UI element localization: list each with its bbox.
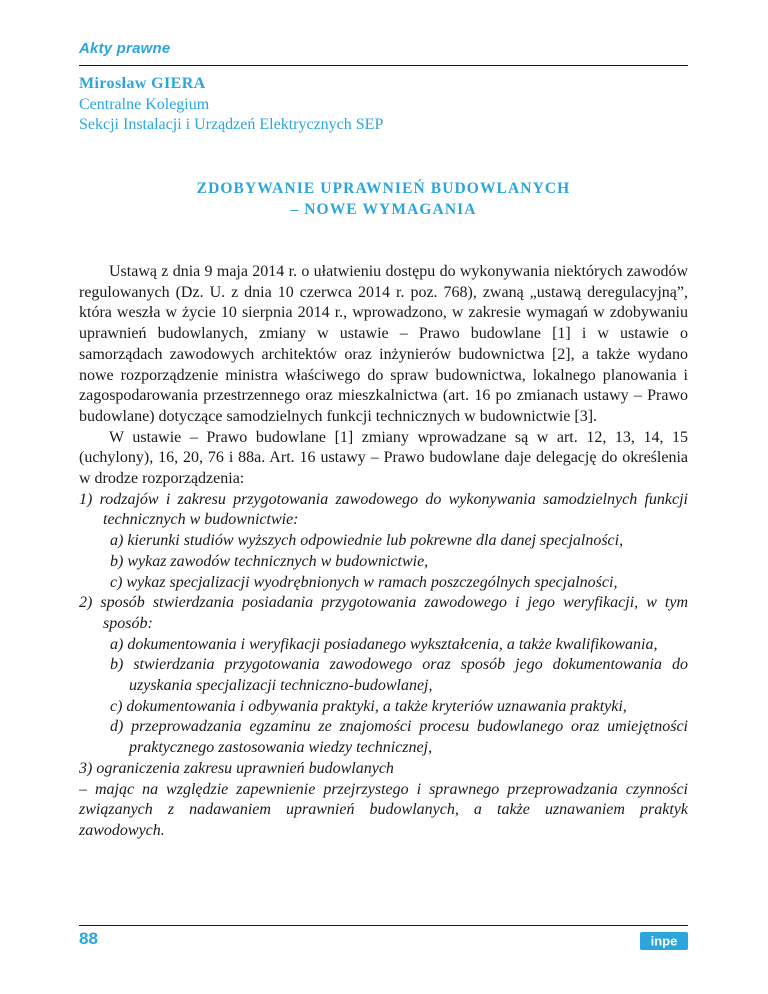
article-title-line1: ZDOBYWANIE UPRAWNIEŃ BUDOWLANYCH: [196, 180, 571, 197]
logo-text: inpe: [650, 933, 678, 949]
list-subitem: c) wykaz specjalizacji wyodrębnionych w ramach poszczególnych specjalności,: [110, 573, 618, 591]
requirements-list: [79, 490, 688, 842]
article-title: [79, 178, 688, 220]
list-item: 2) sposób stwierdzania posiadania przygotowania zawodowego i jego weryfikacji, w tym sposób:: [79, 594, 688, 632]
section-label: Akty prawne: [79, 40, 171, 57]
list-item: 1) rodzajów i zakresu przygotowania zawodowego do wykonywania samodzielnych funkcji technicznych w budownictwie:: [79, 490, 688, 529]
author-affiliation-line1: Centralne Kolegium: [79, 95, 210, 113]
list-item: 3) ograniczenia zakresu uprawnień budowlanych: [79, 759, 394, 777]
page-number: 88: [79, 929, 98, 948]
article-title-line2: – NOWE WYMAGANIA: [290, 201, 477, 218]
list-subitem: a) dokumentowania i weryfikacji posiadanego wykształcenia, a także kwalifikowania,: [110, 635, 658, 653]
body-paragraph: Ustawą z dnia 9 maja 2014 r. o ułatwieniu dostępu do wykonywania niektórych zawodów regulowanych (Dz. U. z dnia 10 czerwca 2014 r. poz. 768), zwaną „ustawą deregulacyjną”, która weszła w życie 10 sierpnia 2014 r., wprowadzono, w zakresie wymagań w zdobywaniu uprawnień budowlanych, zmiany w ustawie – Prawo budowlane [1] i w ustawie o samorządach zawodowych architektów oraz inżynierów budownictwa [2], a także wydano nowe rozporządzenie ministra właściwego do spraw budownictwa, lokalnego planowania i zagospodarowania przestrzennego oraz mieszkalnictwa (art. 16 po zmianach ustawy – Prawo budowlane) dotyczące samodzielnych funkcji technicznych w budownictwie [3].: [79, 263, 688, 425]
list-subitem: b) wykaz zawodów technicznych w budownictwie,: [110, 552, 429, 570]
header-rule: [79, 65, 688, 66]
list-closing: – mając na względzie zapewnienie przejrzystego i sprawnego przeprowadzania czynności związanych z nadawaniem uprawnień budowlanych, a także uznawaniem praktyk zawodowych.: [79, 780, 688, 839]
article-body: [79, 262, 688, 842]
inpe-logo-icon: [640, 932, 688, 950]
list-subitem: a) kierunki studiów wyższych odpowiednie lub pokrewne dla danej specjalności,: [110, 532, 624, 550]
list-subitem: d) przeprowadzania egzaminu ze znajomości procesu budowlanego oraz umiejętności praktycznego zastosowania wiedzy technicznej,: [110, 718, 688, 757]
author-name: Mirosław GIERA: [79, 75, 206, 92]
list-subitem: b) stwierdzania przygotowania zawodowego oraz sposób jego dokumentowania do uzyskania specjalizacji techniczno-budowlanej,: [110, 656, 688, 695]
author-block: [79, 74, 383, 136]
list-subitem: c) dokumentowania i odbywania praktyki, a także kryteriów uznawania praktyki,: [110, 697, 627, 715]
body-paragraph: W ustawie – Prawo budowlane [1] zmiany wprowadzane są w art. 12, 13, 14, 15 (uchylony), 16, 20, 76 i 88a. Art. 16 ustawy – Prawo budowlane daje delegację do określenia w drodze rozporządzenia:: [79, 428, 688, 488]
author-affiliation-line2: Sekcji Instalacji i Urządzeń Elektrycznych SEP: [79, 116, 384, 133]
footer-rule: [79, 925, 688, 926]
